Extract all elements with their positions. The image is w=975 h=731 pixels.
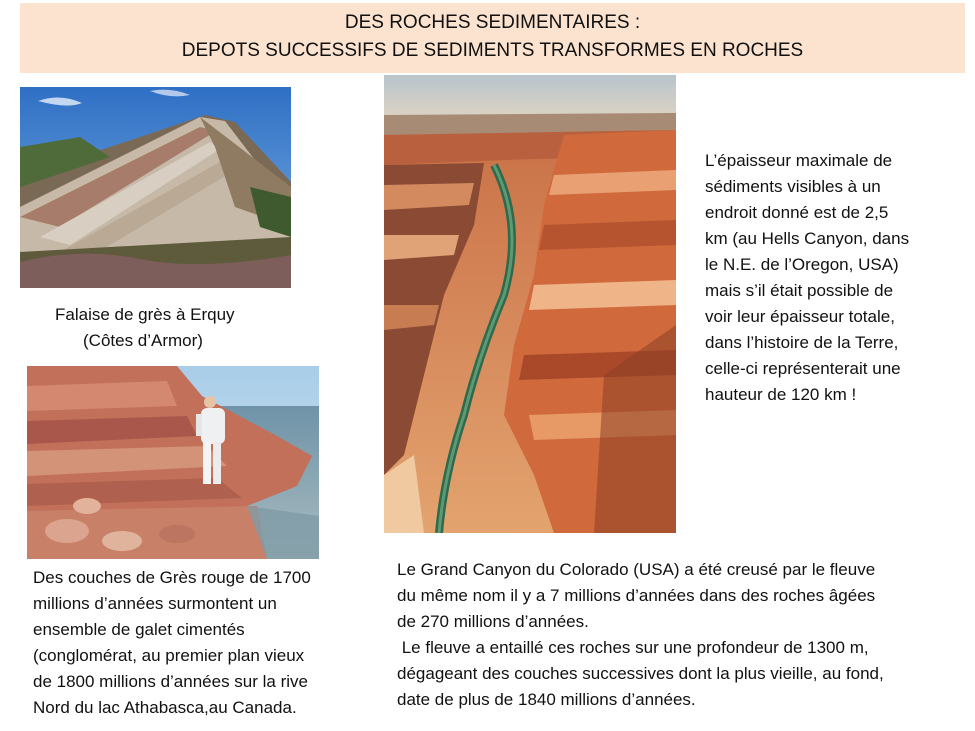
canyon-text-line: du même nom il y a 7 millions d’années dans des roches âgées <box>397 586 876 605</box>
thickness-text-line: mais s’il était possible de <box>705 281 894 300</box>
title-line-2: DEPOTS SUCCESSIFS DE SEDIMENTS TRANSFORMES EN ROCHES <box>181 40 804 61</box>
thickness-text-line: L’épaisseur maximale de <box>705 151 893 170</box>
title-banner <box>20 3 965 73</box>
canyon-text-line: Le Grand Canyon du Colorado (USA) a été creusé par le fleuve <box>397 560 876 579</box>
canyon-text-line: Le fleuve a entaillé ces roches sur une profondeur de 1300 m, <box>397 638 869 657</box>
title-line-1: DES ROCHES SEDIMENTAIRES : <box>344 12 641 33</box>
thickness-text-line: sédiments visibles à un <box>705 177 881 196</box>
athabasca-caption <box>33 565 368 721</box>
erquy-caption-line-2: (Côtes d’Armor) <box>83 331 203 350</box>
athabasca-sandstone-photo <box>27 366 319 559</box>
erquy-caption-line-1: Falaise de grès à Erquy <box>55 305 235 324</box>
sediment-thickness-text <box>705 148 945 408</box>
thickness-text-line: celle-ci représenterait une <box>705 359 901 378</box>
thickness-text-line: le N.E. de l’Oregon, USA) <box>705 255 899 274</box>
canyon-text-line: dégageant des couches successives dont la plus vieille, au fond, <box>397 664 884 683</box>
athabasca-caption-line: (conglomérat, au premier plan vieux <box>33 646 305 665</box>
athabasca-caption-line: millions d’années surmontent un <box>33 594 277 613</box>
athabasca-caption-line: Nord du lac Athabasca,au Canada. <box>33 698 297 717</box>
erquy-cliff-photo <box>20 87 291 288</box>
thickness-text-line: dans l’histoire de la Terre, <box>705 333 899 352</box>
erquy-caption <box>55 302 295 354</box>
grand-canyon-text <box>397 557 957 713</box>
athabasca-caption-line: de 1800 millions d’années sur la rive <box>33 672 308 691</box>
thickness-text-line: hauteur de 120 km ! <box>705 385 857 404</box>
thickness-text-line: voir leur épaisseur totale, <box>705 307 895 326</box>
thickness-text-line: km (au Hells Canyon, dans <box>705 229 910 248</box>
canyon-text-line: date de plus de 1840 millions d’années. <box>397 690 696 709</box>
canyon-text-line: de 270 millions d’années. <box>397 612 589 631</box>
athabasca-caption-line: ensemble de galet cimentés <box>33 620 245 639</box>
grand-canyon-photo <box>384 75 676 533</box>
thickness-text-line: endroit donné est de 2,5 <box>705 203 889 222</box>
athabasca-caption-line: Des couches de Grès rouge de 1700 <box>33 568 311 587</box>
